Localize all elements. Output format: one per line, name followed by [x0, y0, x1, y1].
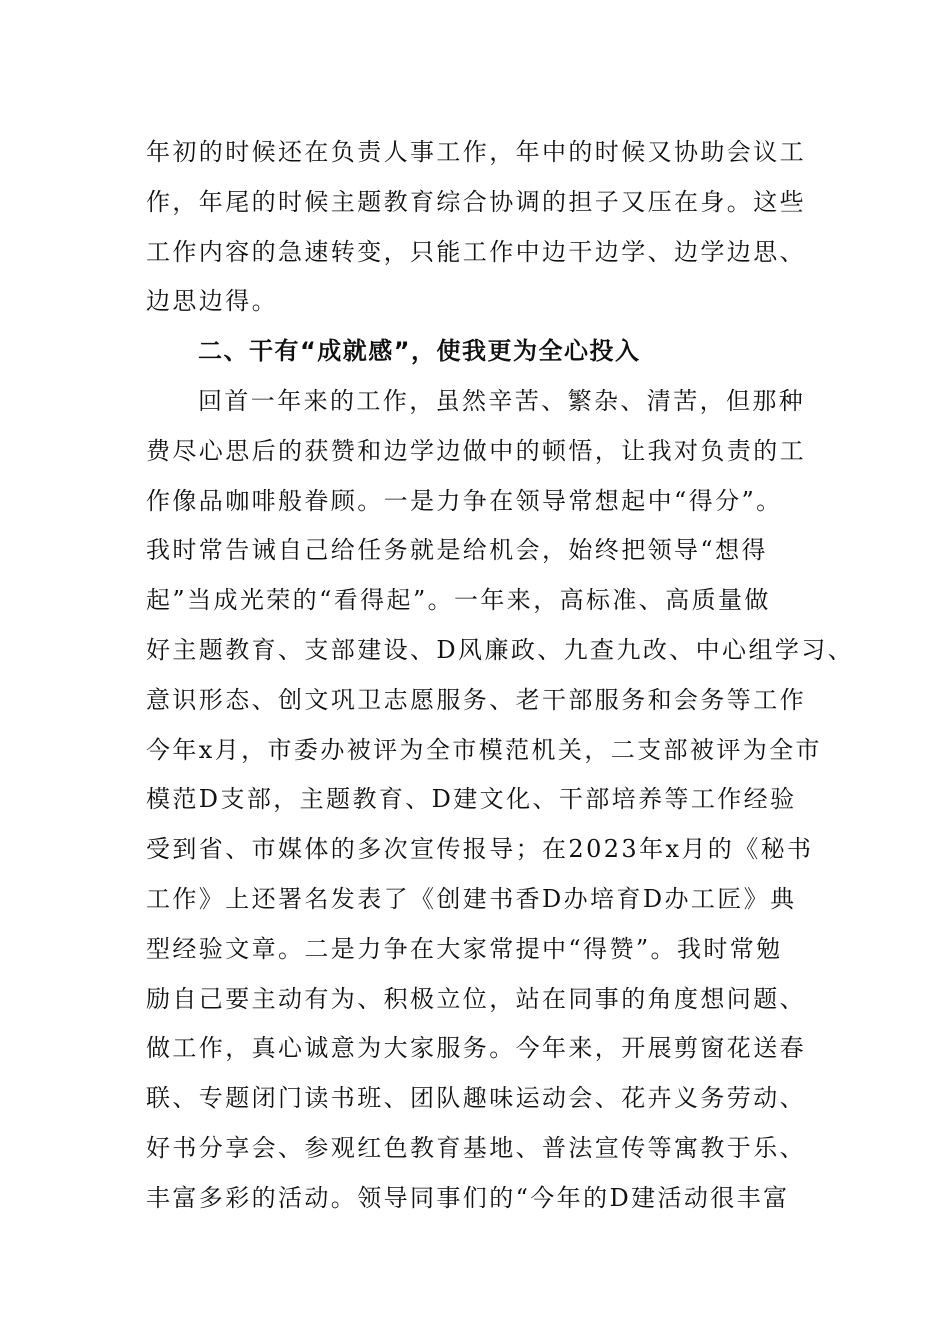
text-line: 丰富多彩的活动。领导同事们的“今年的D建活动很丰富: [146, 1183, 790, 1212]
text-line: 工作》上还署名发表了《创建书香D办培育D办工匠》典: [146, 884, 797, 913]
text-line: 费尽心思后的获赞和边学边做中的顿悟，让我对负责的工: [146, 436, 806, 465]
text-line: 边思边得。: [146, 287, 278, 316]
text-line: 好书分享会、参观红色教育基地、普法宣传等寓教于乐、: [146, 1133, 806, 1162]
text-line: 模范D支部，主题教育、D建文化、干部培养等工作经验: [146, 785, 797, 814]
text-line: 意识形态、创文巩卫志愿服务、老干部服务和会务等工作: [146, 685, 806, 714]
text-line: 好主题教育、支部建设、D风廉政、九查九改、中心组学习、: [146, 635, 855, 664]
text-line: 作，年尾的时候主题教育综合协调的担子又压在身。这些: [146, 187, 806, 216]
text-line: 型经验文章。二是力争在大家常提中“得赞”。我时常勉: [146, 934, 783, 963]
text-line: 联、专题闭门读书班、团队趣味运动会、花卉义务劳动、: [146, 1084, 806, 1113]
paragraph-first-line: 回首一年来的工作，虽然辛苦、繁杂、清苦，但那种: [198, 386, 806, 415]
body-text: [146, 128, 855, 1224]
text-line: 工作内容的急速转变，只能工作中边干边学、边学边思、: [146, 237, 806, 266]
text-line: 今年x月，市委办被评为全市模范机关，二支部被评为全市: [146, 735, 822, 764]
text-line: 起”当成光荣的“看得起”。一年来，高标准、高质量做: [146, 586, 771, 615]
section-heading: 二、干有“成就感”，使我更为全心投入: [198, 337, 641, 366]
text-line: 励自己要主动有为、积极立位，站在同事的角度想问题、: [146, 984, 806, 1013]
text-line: 做工作，真心诚意为大家服务。今年来，开展剪窗花送春: [146, 1034, 806, 1063]
text-line: 作像品咖啡般眷顾。一是力争在领导常想起中“得分”。: [146, 486, 783, 515]
text-line: 受到省、市媒体的多次宣传报导；在2023年x月的《秘书: [146, 835, 814, 864]
text-line: 年初的时候还在负责人事工作，年中的时候又协助会议工: [146, 138, 806, 166]
text-line: 我时常告诫自己给任务就是给机会，始终把领导“想得: [146, 536, 768, 565]
